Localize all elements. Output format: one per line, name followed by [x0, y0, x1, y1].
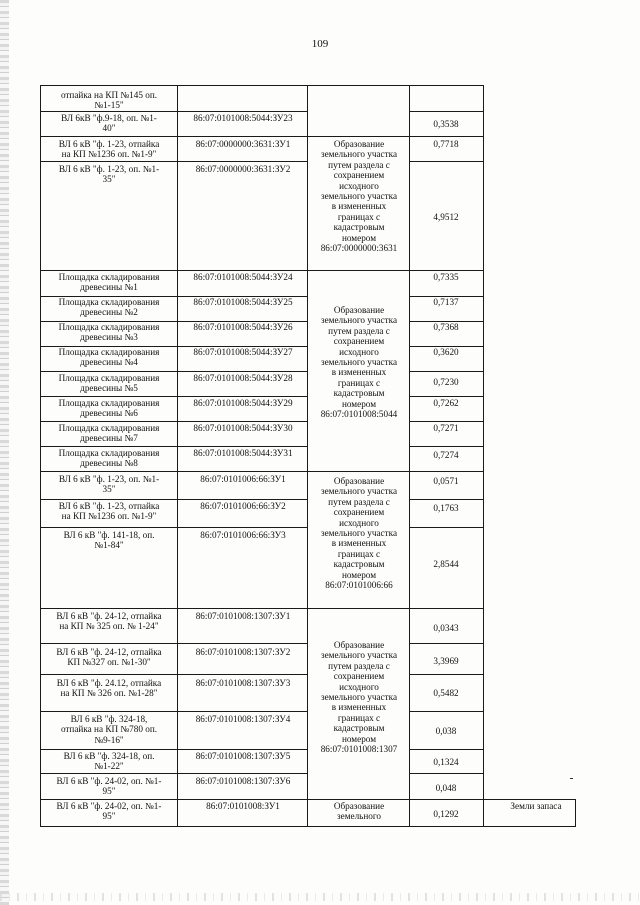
table-row-cadastral: 86:07:0101006:66:ЗУ3 [200, 530, 286, 540]
table-row-cadastral: 86:07:0101008:5044:ЗУ24 [193, 272, 293, 282]
table-row-name: ВЛ 6 кВ "ф. 324-18, оп. №1-22" [63, 751, 155, 772]
table-row-cadastral: 86:07:0101008:5044:ЗУ25 [193, 297, 293, 307]
table-rule [483, 85, 484, 826]
table-rule [40, 396, 308, 397]
table-rule [409, 270, 484, 271]
table-row-area: 3,3969 [433, 656, 459, 666]
table-rule [40, 799, 308, 800]
table-row-name: Площадка складирования древесины №6 [58, 398, 160, 419]
table-rule [409, 136, 484, 137]
table-rule [307, 270, 410, 271]
table-row-name: Площадка складирования древесины №7 [58, 423, 160, 444]
table-rule [409, 85, 484, 86]
table-row-cadastral: 86:07:0101006:66:ЗУ1 [200, 474, 286, 484]
table-rule [483, 799, 576, 800]
table-row-area: 0,7274 [433, 450, 459, 460]
table-row-cadastral: 86:07:0101008:1307:ЗУ4 [195, 714, 291, 724]
table-rule [40, 674, 308, 675]
table-rule [40, 527, 308, 528]
table-row-cadastral: 86:07:0101008:1307:ЗУ1 [195, 611, 291, 621]
table-row-name: ВЛ 6 кВ "ф. 1-23, оп. №1- 35" [58, 474, 160, 495]
table-rule [409, 749, 484, 750]
table-row-name: ВЛ 6 кВ "ф. 1-23, оп. №1- 35" [58, 164, 160, 185]
table-rule [409, 608, 484, 609]
table-row-area: 0,038 [435, 726, 457, 736]
table-row-area: 0,3538 [433, 119, 459, 129]
table-rule [307, 799, 410, 800]
table-rule [40, 111, 308, 112]
table-row-name: ВЛ 6 кВ "ф. 24-02, оп. №1- 95" [56, 776, 162, 797]
table-rule [40, 161, 308, 162]
table-rule [40, 270, 308, 271]
table-row-cadastral: 86:07:0101008:5044:ЗУ26 [193, 322, 293, 332]
table-rule [307, 471, 410, 472]
table-rule [409, 799, 484, 800]
table-rule [409, 527, 484, 528]
table-row-cadastral: 86:07:0101008:1307:ЗУ2 [195, 647, 291, 657]
table-row-area: 0,1324 [433, 757, 459, 767]
table-row-name: Площадка складирования древесины №2 [58, 297, 160, 318]
table-rule [409, 773, 484, 774]
table-rule [40, 643, 308, 644]
scan-mark [570, 778, 573, 779]
table-row-area: 0,0343 [433, 623, 459, 633]
table-row-area: 0,1292 [433, 809, 459, 819]
table-rule [409, 826, 484, 827]
table-rule [40, 608, 308, 609]
table-row-area: 0,7230 [433, 377, 459, 387]
description-cell: Образование земельного участка путем раздела с сохранением исходного земельного участка в измененных границах с кадастровым номером 86:07:0000000:3631 [320, 139, 398, 254]
table-rule [409, 396, 484, 397]
table-row-area: 0,7271 [433, 423, 459, 433]
table-row-name: Площадка складирования древесины №1 [58, 272, 160, 293]
table-row-name: отпайка на КП №145 оп. №1-15" [60, 90, 158, 111]
table-rule [40, 371, 308, 372]
table-rule [409, 643, 484, 644]
table-row-name: ВЛ 6 кВ "ф. 141-18, оп. №1-84" [63, 530, 155, 551]
table-row-area: 0,7335 [433, 272, 459, 282]
table-rule [40, 711, 308, 712]
binding-edge [0, 0, 9, 905]
table-row-cadastral: 86:07:0101008:5044:ЗУ28 [193, 373, 293, 383]
table-row-name: Площадка складирования древесины №5 [58, 373, 160, 394]
table-row-cadastral: 86:07:0101008:5044:ЗУ23 [193, 113, 293, 123]
table-rule [40, 85, 308, 86]
table-row-cadastral: 86:07:0000000:3631:ЗУ2 [195, 164, 291, 174]
scan-noise [0, 893, 640, 901]
description-cell: Образование земельного участка путем раздела с сохранением исходного земельного участка в измененных границах с кадастровым номером 86:07:0101006:66 [320, 476, 398, 591]
table-rule [307, 85, 308, 826]
table-row-name: ВЛ 6 кВ "ф. 24-12, отпайка на КП № 325 оп. № 1-24" [56, 611, 162, 632]
table-row-name: ВЛ 6 кВ "ф. 24-12, отпайка КП №327 оп. №1-30" [56, 647, 162, 668]
table-row-area: 0,5482 [433, 688, 459, 698]
table-rule [40, 136, 308, 137]
table-rule [40, 826, 308, 827]
table-rule [409, 711, 484, 712]
table-row-cadastral: 86:07:0101008:ЗУ1 [206, 801, 280, 811]
table-row-cadastral: 86:07:0101008:5044:ЗУ31 [193, 448, 293, 458]
table-row-cadastral: 86:07:0000000:3631:ЗУ1 [195, 139, 291, 149]
table-row-area: 0,1763 [433, 503, 459, 513]
table-rule [40, 471, 308, 472]
table-rule [40, 773, 308, 774]
table-rule [40, 446, 308, 447]
table-rule [409, 499, 484, 500]
table-row-cadastral: 86:07:0101008:5044:ЗУ30 [193, 423, 293, 433]
table-row-area: 0,048 [435, 783, 457, 793]
table-row-area: 2,8544 [433, 559, 459, 569]
description-cell: Образование земельного участка путем раздела с сохранением исходного земельного участка в измененных границах с кадастровым номером 86:07:0101008:5044 [320, 305, 398, 420]
table-row-name: Площадка складирования древесины №8 [58, 448, 160, 469]
page-number: 109 [311, 38, 329, 50]
table-row-area: 0,0571 [433, 476, 459, 486]
table-row-name: Площадка складирования древесины №3 [58, 322, 160, 343]
table-row-cadastral: 86:07:0101008:1307:ЗУ3 [195, 678, 291, 688]
table-rule [307, 608, 410, 609]
table-row-area: 0,7262 [433, 398, 459, 408]
table-rule [483, 826, 576, 827]
table-row-name: ВЛ 6 кВ "ф. 24-02, оп. №1- 95" [56, 801, 162, 822]
table-row-name: ВЛ 6 кВ "ф. 1-23, отпайка на КП №1236 оп. №1-9" [58, 139, 160, 160]
table-row-cadastral: 86:07:0101008:5044:ЗУ27 [193, 347, 293, 357]
table-rule [409, 371, 484, 372]
table-rule [409, 85, 410, 826]
table-rule [307, 85, 410, 86]
table-row-area: 4,9512 [433, 212, 459, 222]
description-cell: Образование земельного [333, 801, 385, 822]
table-rule [409, 446, 484, 447]
table-row-cadastral: 86:07:0101008:5044:ЗУ29 [193, 398, 293, 408]
table-rule [409, 674, 484, 675]
table-rule [40, 85, 41, 826]
table-row-cadastral: 86:07:0101008:1307:ЗУ5 [195, 751, 291, 761]
table-row-name: ВЛ 6 кВ "ф. 24.12, отпайка на КП № 326 оп. №1-28" [56, 678, 162, 699]
table-rule [409, 111, 484, 112]
table-rule [409, 161, 484, 162]
table-rule [307, 826, 410, 827]
table-row-name: ВЛ 6 кВ "ф. 1-23, отпайка на КП №1236 оп. №1-9" [58, 501, 160, 522]
table-row-cadastral: 86:07:0101006:66:ЗУ2 [200, 501, 286, 511]
table-row-name: Площадка складирования древесины №4 [58, 347, 160, 368]
table-rule [409, 471, 484, 472]
description-cell: Образование земельного участка путем раздела с сохранением исходного земельного участка в измененных границах с кадастровым номером 86:07:0101008:1307 [320, 640, 398, 755]
table-rule [307, 136, 410, 137]
table-row-area: 0,7718 [433, 139, 459, 149]
table-row-cadastral: 86:07:0101008:1307:ЗУ6 [195, 776, 291, 786]
table-rule [40, 499, 308, 500]
table-row-area: 0,7368 [433, 322, 459, 332]
table-rule [40, 749, 308, 750]
table-rule [40, 421, 308, 422]
table-rule [177, 85, 178, 826]
table-row-name: ВЛ 6 кВ "ф. 324-18, отпайка на КП №780 оп. №9-16" [60, 714, 158, 745]
table-row-area: 0,7137 [433, 297, 459, 307]
table-row-name: ВЛ 6кВ "ф.9-18, оп. №1- 40" [61, 113, 157, 134]
table-row-area: 0,3620 [433, 347, 459, 357]
table-rule [409, 421, 484, 422]
land-category-note: Земли запаса [510, 801, 562, 811]
